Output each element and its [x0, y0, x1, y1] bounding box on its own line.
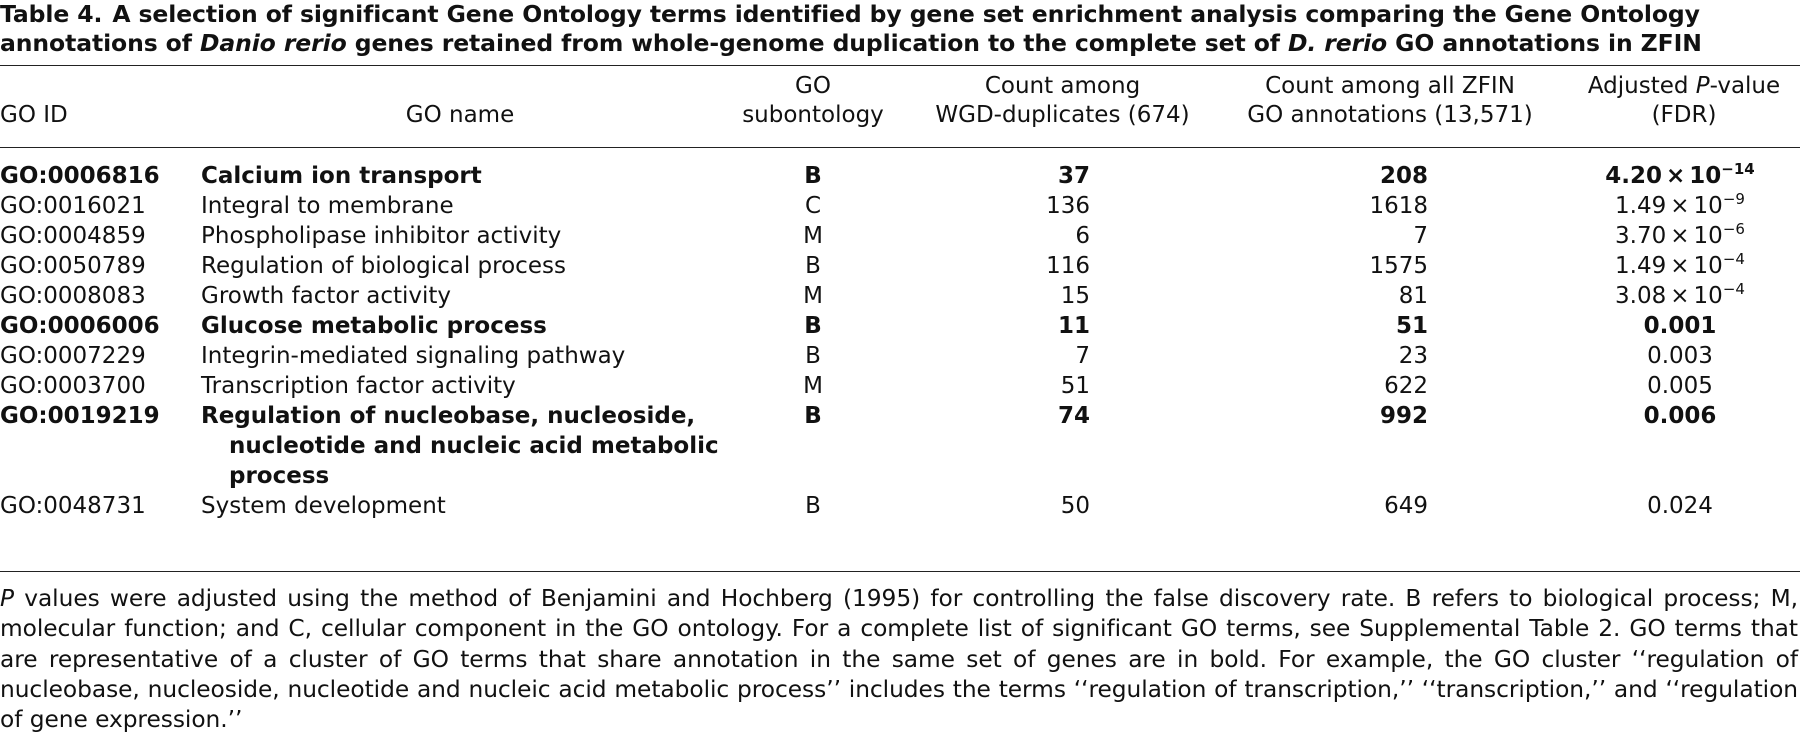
go-name-cell: Regulation of nucleobase, nucleoside, nucleotide and nucleic acid metabolic process — [201, 403, 719, 489]
header-padj-p: P — [1695, 73, 1710, 99]
subontology-cell: B — [804, 313, 822, 339]
go-id-cell: GO:0008083 — [0, 283, 146, 309]
count-all-cell: 1575 — [1369, 253, 1428, 279]
padj-times: × — [1666, 163, 1686, 189]
padj-cell — [1560, 161, 1800, 193]
go-name-cell: Calcium ion transport — [201, 163, 482, 189]
subontology-cell: B — [804, 163, 822, 189]
go-id-cell: GO:0004859 — [0, 223, 146, 249]
count-all-cell: 23 — [1398, 343, 1428, 369]
caption-text-2: genes retained from whole-genome duplication to the complete set of — [346, 29, 1288, 57]
padj-cell: 0.024 — [1647, 493, 1713, 519]
count-all-cell: 51 — [1395, 313, 1428, 339]
subontology-cell: B — [805, 253, 821, 279]
go-name-cell: Glucose metabolic process — [201, 313, 547, 339]
count-wgd-cell: 116 — [1046, 253, 1090, 279]
go-id-cell: GO:0006816 — [0, 163, 160, 189]
padj-cell: 0.006 — [1643, 403, 1717, 429]
padj-base: 10 — [1693, 253, 1723, 279]
count-wgd-cell: 37 — [1057, 163, 1090, 189]
padj-base: 10 — [1693, 193, 1723, 219]
count-all-cell: 1618 — [1369, 193, 1428, 219]
go-name-cell: Integrin-mediated signaling pathway — [201, 343, 626, 369]
padj-exponent: −9 — [1722, 190, 1745, 208]
padj-times: × — [1670, 193, 1690, 219]
padj-cell — [1560, 191, 1800, 223]
subontology-cell: B — [805, 493, 821, 519]
table-caption — [0, 0, 1795, 58]
header-go-id: GO ID — [0, 102, 68, 128]
header-count-wgd-line2: WGD-duplicates (674) — [935, 102, 1190, 128]
padj-exponent: −14 — [1721, 160, 1755, 178]
count-all-cell: 649 — [1384, 493, 1428, 519]
padj-cell — [1560, 251, 1800, 283]
count-wgd-cell: 50 — [1060, 493, 1090, 519]
go-id-cell: GO:0019219 — [0, 403, 160, 429]
padj-exponent: −6 — [1722, 220, 1745, 238]
caption-text-1: A selection of significant Gene Ontology terms identified by gene set enrichment analysis comparing the Gene Ontology annotations of — [0, 0, 1700, 57]
count-wgd-cell: 6 — [1075, 223, 1090, 249]
footnote-p: P — [0, 585, 14, 612]
header-subontology-line2: subontology — [742, 102, 884, 128]
header-count-all-line1: Count among all ZFIN — [1265, 73, 1515, 99]
padj-cell: 0.003 — [1647, 343, 1713, 369]
caption-species-abbrev: D. rerio — [1287, 29, 1388, 57]
count-wgd-cell: 51 — [1060, 373, 1090, 399]
bottom-rule — [0, 571, 1800, 572]
header-count-wgd — [910, 72, 1215, 130]
go-id-cell: GO:0006006 — [0, 313, 160, 339]
go-name-cell: Transcription factor activity — [201, 373, 516, 399]
header-padj-line2: (FDR) — [1651, 102, 1717, 128]
top-rule — [0, 65, 1800, 66]
go-name-cell: Phospholipase inhibitor activity — [201, 223, 562, 249]
padj-mantissa: 1.49 — [1615, 193, 1667, 219]
go-name-cell: System development — [201, 493, 446, 519]
padj-mantissa: 3.70 — [1615, 223, 1667, 249]
header-padj — [1568, 72, 1800, 130]
caption-text-3: GO annotations in ZFIN — [1387, 29, 1702, 57]
count-wgd-cell: 11 — [1057, 313, 1090, 339]
footnote-text: values were adjusted using the method of Benjamini and Hochberg (1995) for controlling the false discovery rate. B refers to biological process; M, molecular function; and C, cellular component in the GO ontology. For a complete list of significant GO terms, see Supplemental Table 2. GO terms that are representative of a cluster of GO terms that share annotation in the same set of genes are in bold. For example, the GO cluster ‘‘regulation of nucleobase, nucleoside, nucleotide and nucleic acid metabolic process’’ includes the terms ‘‘regulation of transcription,’’ ‘‘transcription,’’ and ‘‘regulation of gene expression.’’ — [0, 585, 1798, 734]
header-go-name: GO name — [405, 102, 515, 128]
count-wgd-cell: 15 — [1060, 283, 1090, 309]
count-wgd-cell: 74 — [1057, 403, 1090, 429]
caption-label: Table 4. — [0, 0, 103, 28]
header-padj-text: Adjusted — [1587, 73, 1696, 99]
header-count-all — [1225, 72, 1555, 130]
padj-cell — [1560, 281, 1800, 313]
subontology-cell: B — [805, 343, 821, 369]
padj-cell: 0.001 — [1643, 313, 1717, 339]
table-footnote — [0, 584, 1798, 735]
go-id-cell: GO:0048731 — [0, 493, 146, 519]
padj-exponent: −4 — [1722, 280, 1745, 298]
padj-mantissa: 3.08 — [1615, 283, 1667, 309]
padj-mantissa: 1.49 — [1615, 253, 1667, 279]
count-wgd-cell: 136 — [1046, 193, 1090, 219]
go-id-cell: GO:0016021 — [0, 193, 146, 219]
header-padj-line1 — [1568, 72, 1800, 101]
count-all-cell: 81 — [1398, 283, 1428, 309]
go-name-cell: Regulation of biological process — [201, 253, 566, 279]
padj-cell: 0.005 — [1647, 373, 1713, 399]
go-id-cell: GO:0003700 — [0, 373, 146, 399]
subontology-cell: M — [803, 223, 823, 249]
go-id-cell: GO:0007229 — [0, 343, 146, 369]
caption-species: Danio rerio — [199, 29, 347, 57]
padj-exponent: −4 — [1722, 250, 1745, 268]
header-count-all-line2: GO annotations (13,571) — [1247, 102, 1533, 128]
go-id-cell: GO:0050789 — [0, 253, 146, 279]
header-count-wgd-line1: Count among — [984, 73, 1141, 99]
padj-times: × — [1670, 283, 1690, 309]
padj-base: 10 — [1689, 163, 1722, 189]
count-all-cell: 7 — [1413, 223, 1428, 249]
subontology-cell: M — [803, 373, 823, 399]
count-all-cell: 992 — [1379, 403, 1428, 429]
go-name-cell: Growth factor activity — [201, 283, 452, 309]
subontology-cell: C — [804, 193, 822, 219]
subontology-cell: B — [804, 403, 822, 429]
padj-base: 10 — [1693, 223, 1723, 249]
go-name-cell: Integral to membrane — [201, 193, 454, 219]
header-subontology-line1: GO — [795, 73, 831, 99]
header-rule — [0, 147, 1800, 148]
padj-times: × — [1670, 253, 1690, 279]
count-wgd-cell: 7 — [1075, 343, 1090, 369]
subontology-cell: M — [803, 283, 823, 309]
padj-mantissa: 4.20 — [1605, 163, 1662, 189]
count-all-cell: 622 — [1384, 373, 1428, 399]
header-padj-suffix: -value — [1709, 73, 1781, 99]
count-all-cell: 208 — [1379, 163, 1428, 189]
header-subontology — [713, 72, 913, 130]
padj-base: 10 — [1693, 283, 1723, 309]
padj-cell — [1560, 221, 1800, 253]
padj-times: × — [1670, 223, 1690, 249]
